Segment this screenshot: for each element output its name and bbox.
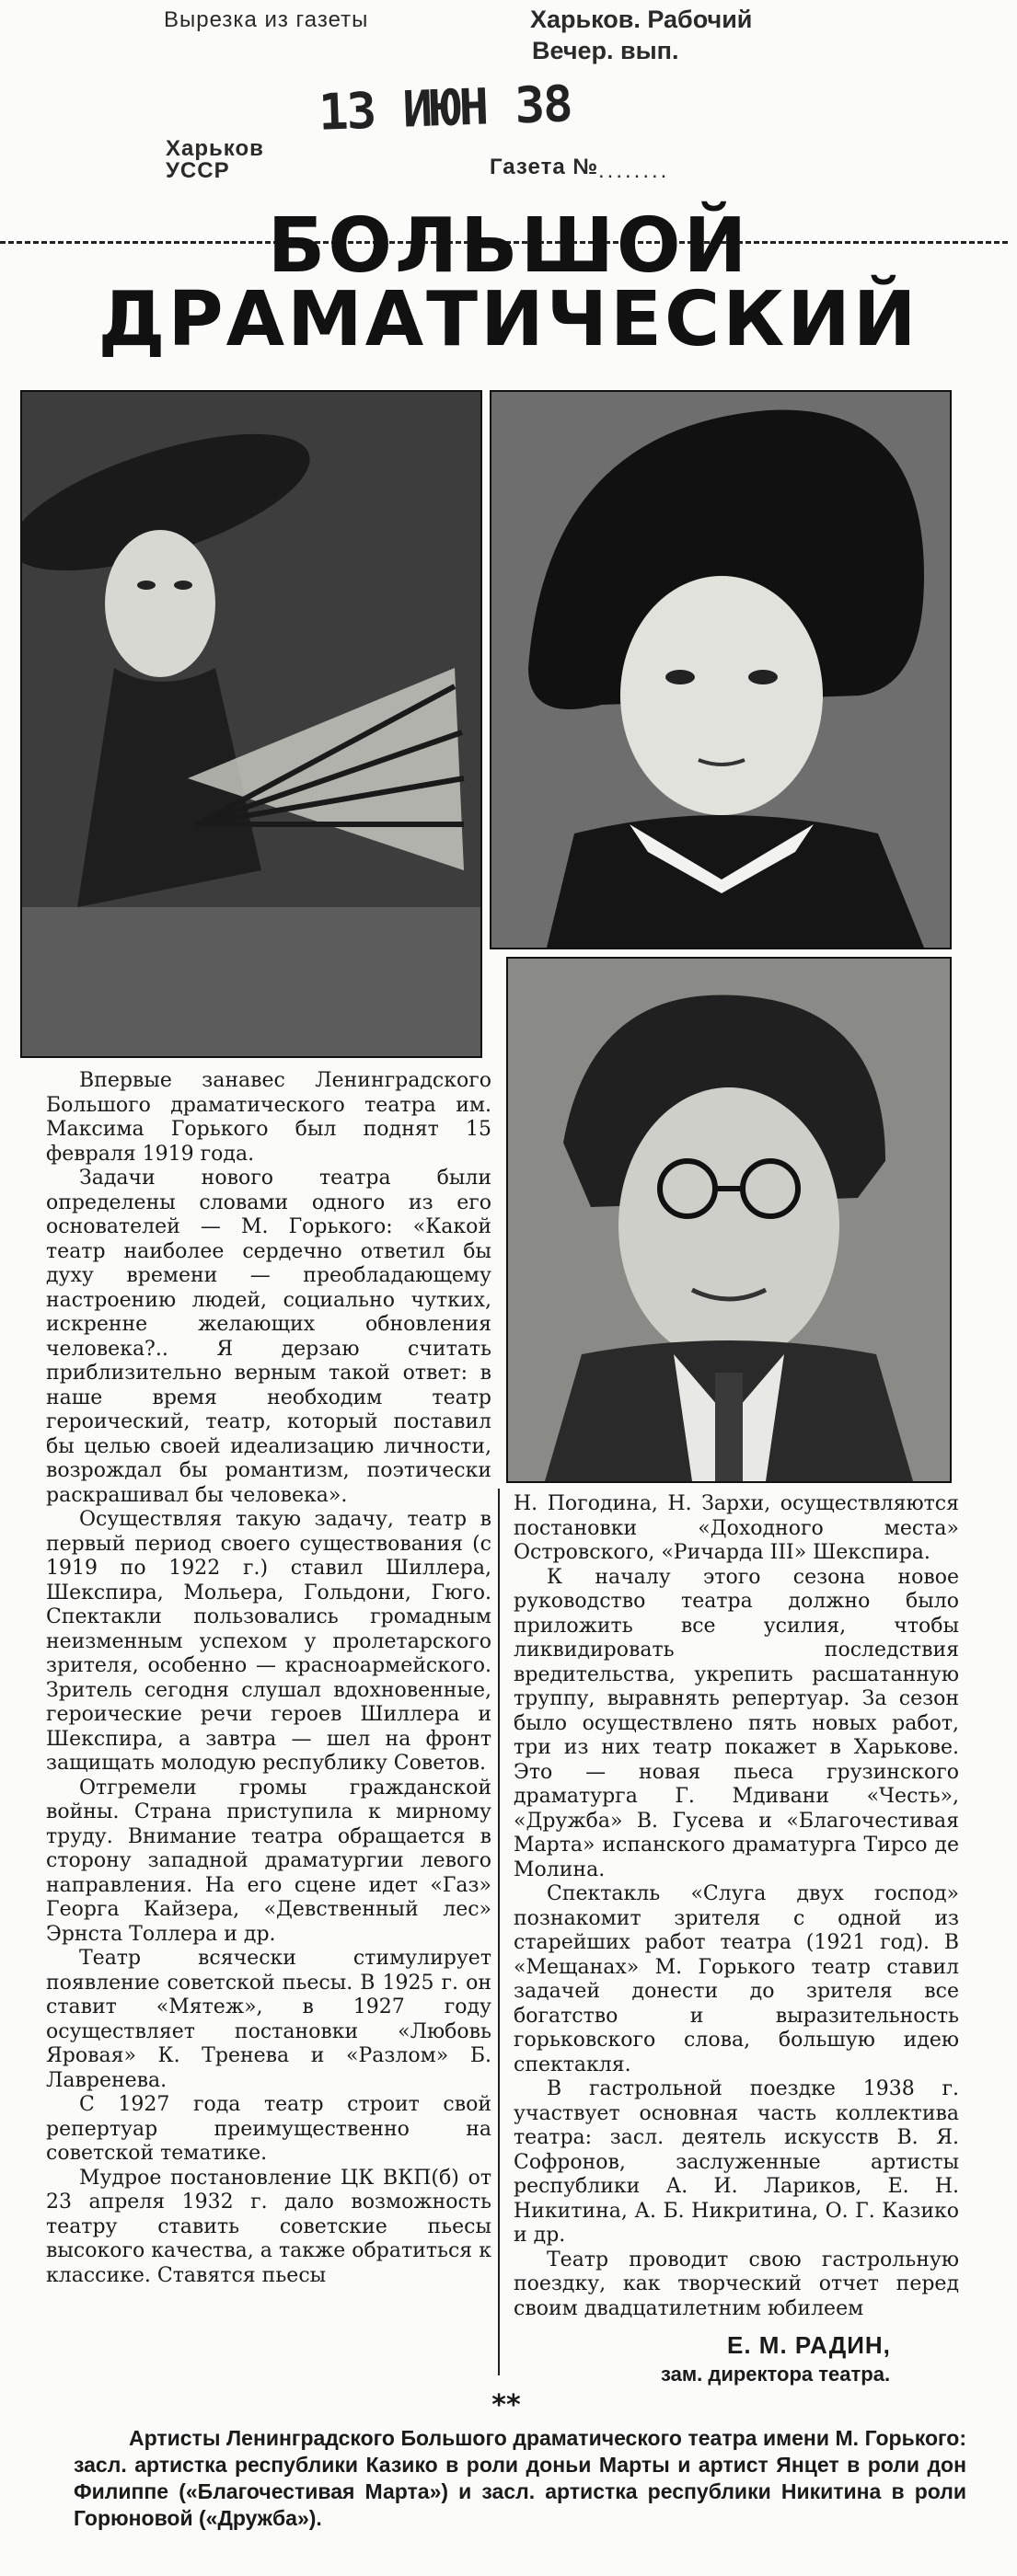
article-paragraph: Н. Погодина, Н. Зархи, осуществляются постановки «Доходного места» Островского, «Ричарда III» Шекспира. [514, 1492, 959, 1564]
article-paragraph: Театр проводит свою гастрольную поездку, как творческий отчет перед своим двадцатилетним юбилеем [514, 2248, 959, 2320]
newspaper-name: Харьков. Рабочий [530, 6, 753, 33]
article-paragraph: Отгремели громы гражданской войны. Страна приступила к мирному труду. Внимание театра обращается в сторону западной драматургии левого направления. На его сцене идет «Газ» Георга Кайзера, «Девственный лес» Эрнста Толлера и др. [46, 1776, 491, 1946]
article-paragraph: Задачи нового театра были определены словами одного из его основателей — М. Горького: «Какой театр наиболее сердечно ответил бы духу времени — преобладающему настроению людей, социально чутких, искренне желающих обновления человека?.. Я дерзаю считать приблизительно верным такой ответ: в наше время необходим театр героический, театр, который поставил бы целью своей идеализацию личности, возрождал бы романтизм, поэтически раскрашивал бы человека». [46, 1167, 491, 1507]
headline-line-2: ДРАМАТИЧЕСКИЙ [98, 276, 919, 363]
photo-actress-in-hat-image [491, 392, 950, 948]
gazette-number-blank: ........ [598, 158, 670, 183]
author-signature: Е. М. РАДИН, [727, 2331, 891, 2359]
edition-label: Вечер. вып. [532, 37, 679, 64]
author-role: зам. директора театра. [661, 2363, 891, 2386]
article-paragraph: Мудрое постановление ЦК ВКП(б) от 23 апреля 1932 г. дало возможность театру ставить советские пьесы высокого качества, а также обратиться к классике. Ставятся пьесы [46, 2166, 491, 2287]
article-paragraph: В гастрольной поездке 1938 г. участвует основная часть коллектива театра: засл. деятель искусств В. Я. Софронов, заслуженные артисты республики А. И. Лариков, Е. Н. Никитина, А. Б. Никритина, О. Г. Казико и др. [514, 2077, 959, 2247]
article-paragraph: К началу этого сезона новое руководство театра должно было приложить все усилия, чтобы ликвидировать последствия вредительства, укрепить расшатанную труппу, выравнять репертуар. За сезон было осуществлено пять новых работ, три из них театр покажет в Харькове. Это — новая пьеса грузинского драматурга Г. Мдивани «Честь», «Дружба» В. Гусева и «Благочестивая Марта» испанского драматурга Тирсо де Молина. [514, 1565, 959, 1881]
article-right-column [514, 1492, 959, 2321]
photo-caption [74, 2425, 966, 2532]
city-label: Харьков [166, 136, 264, 161]
article-paragraph: Впервые занавес Ленинградского Большого драматического театра им. Максима Горького был поднят 15 февраля 1919 года. [46, 1069, 491, 1166]
article-paragraph: Театр всячески стимулирует появление советской пьесы. В 1925 г. он ставит «Мятеж», в 1927 году осуществляет постановки «Любовь Яровая» К. Тренева и «Разлом» Б. Лавренева. [46, 1947, 491, 2092]
photo-actress-in-hat [490, 390, 952, 949]
photo-caption-text: Артисты Ленинградского Большого драматического театра имени М. Горького: засл. артистка республики Казико в роли доньи Марты и артист Янцет в роли дон Филиппе («Благочестивая Марта») и засл. артистка республики Никитина в роли Горюновой («Дружба»). [74, 2426, 966, 2530]
article-paragraph: Осуществляя такую задачу, театр в первый период своего существования (с 1919 по 1922 г.) ставил Шиллера, Шекспира, Мольера, Гольдони, Гюго. Спектакли пользовались громадным неизменным успехом у пролетарского зрителя, особенно — красноармейского. Зритель сегодня слушал вдохновенные, героические речи героев Шиллера и Шекспира, а завтра — шел на фронт защищать молодую республику Советов. [46, 1508, 491, 1775]
headline-line-1: БОЛЬШОЙ [267, 202, 750, 290]
photo-actress-with-fan-image [22, 392, 480, 1056]
article-paragraph: Спектакль «Слуга двух господ» познакомит зрителя с одной из старейших работ театра (1921 год). В «Мещанах» М. Горького театр ставил задачей донести до зрителя все богатство и выразительность горьковского слова, большую идею спектакля. [514, 1882, 959, 2076]
date-stamp: 13 ИЮН 38 [317, 75, 572, 142]
article-left-column [46, 1069, 491, 2288]
column-divider [498, 1489, 500, 2375]
photo-actor-with-glasses-image [508, 959, 950, 1481]
gazette-number-label: Газета № [490, 155, 599, 179]
separator-stars: ** [491, 2389, 521, 2421]
photo-actress-with-fan [20, 390, 482, 1058]
region-label: УССР [166, 158, 230, 183]
article-paragraph: С 1927 года театр строит свой репертуар преимущественно на советской тематике. [46, 2093, 491, 2165]
clipping-label: Вырезка из газеты [164, 7, 369, 32]
photo-actor-with-glasses [506, 957, 952, 1483]
